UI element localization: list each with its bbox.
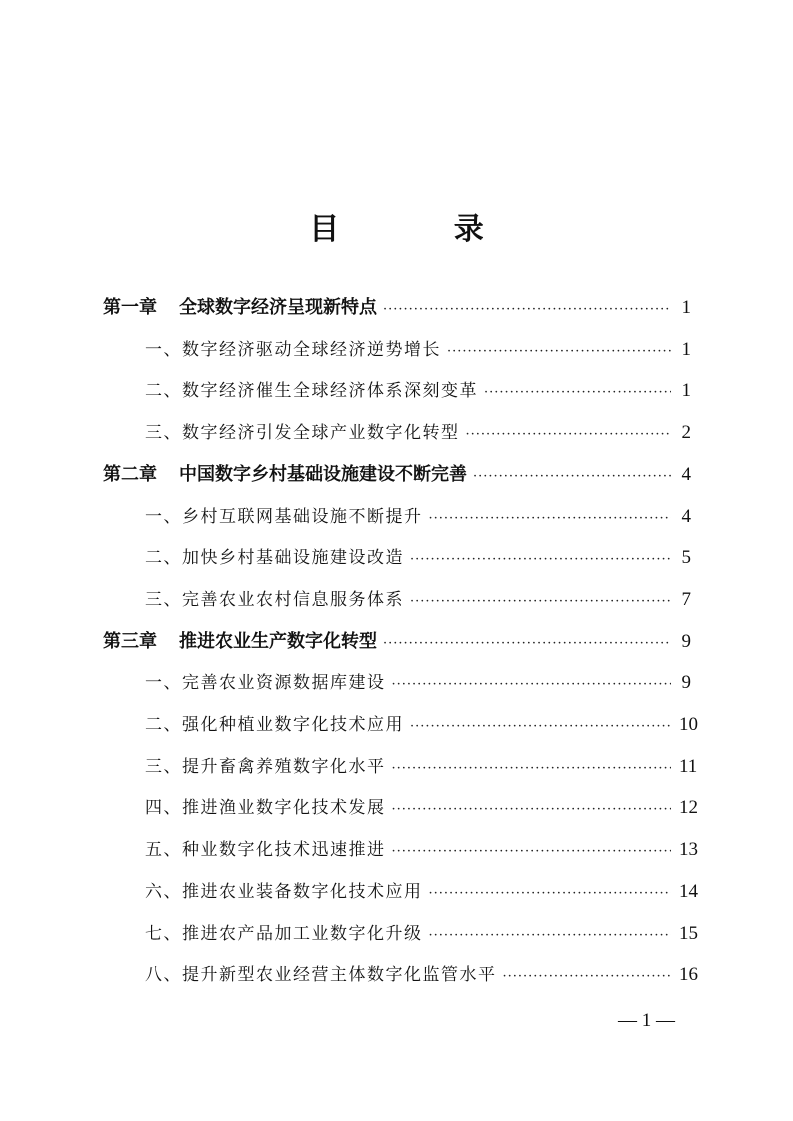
page-number: 4 — [681, 505, 691, 527]
toc-section-entry[interactable] — [145, 710, 698, 740]
toc-section-entry[interactable] — [145, 543, 691, 573]
toc-section-entry[interactable] — [145, 877, 698, 907]
page-number: 16 — [679, 964, 698, 986]
entry-title: 二、强化种植业数字化技术应用 — [145, 715, 404, 735]
entry-title: 三、完善农业农村信息服务体系 — [145, 589, 404, 610]
page-number: 7 — [681, 588, 691, 610]
page-number: 15 — [679, 922, 698, 944]
page-number: 13 — [679, 839, 698, 861]
toc-section-entry[interactable] — [145, 835, 698, 865]
page-number: 4 — [681, 463, 691, 485]
entry-title: 七、推进农产品加工业数字化升级 — [145, 923, 423, 944]
page-footer: — 1 — — [618, 1010, 675, 1031]
page-number: 2 — [681, 422, 691, 444]
toc-section-entry[interactable] — [145, 919, 698, 949]
toc-section-entry[interactable] — [145, 502, 691, 532]
entry-title: 四、推进渔业数字化技术发展 — [145, 798, 386, 819]
entry-title: 六、推进农业装备数字化技术应用 — [145, 881, 423, 902]
dot-leader — [383, 636, 671, 651]
dot-leader — [392, 761, 672, 776]
toc-section-entry[interactable] — [145, 585, 691, 615]
toc-section-entry[interactable] — [145, 335, 691, 365]
dot-leader — [410, 719, 671, 734]
dot-leader — [466, 427, 672, 442]
page-number: 10 — [679, 714, 698, 735]
toc-chapter-entry[interactable] — [103, 627, 691, 657]
entry-title: 一、乡村互联网基础设施不断提升 — [145, 506, 423, 527]
page-number: 9 — [681, 630, 691, 652]
entry-title: 八、提升新型农业经营主体数字化监管水平 — [145, 965, 497, 986]
dot-leader — [383, 302, 671, 317]
entry-title: 五、种业数字化技术迅速推进 — [145, 840, 386, 861]
entry-title: 三、提升畜禽养殖数字化水平 — [145, 756, 386, 777]
entry-title: 中国数字乡村基础设施建设不断完善 — [179, 463, 467, 485]
dot-leader — [447, 344, 671, 359]
page-number: 1 — [681, 338, 691, 360]
dot-leader — [503, 969, 672, 984]
entry-title: 一、完善农业资源数据库建设 — [145, 673, 386, 694]
page-number: 1 — [681, 380, 691, 402]
toc-title: 目 录 — [309, 212, 536, 247]
chapter-number: 第二章 — [103, 463, 157, 485]
page-number: 11 — [679, 755, 698, 777]
dot-leader — [484, 385, 671, 400]
chapter-number: 第一章 — [103, 297, 157, 318]
entry-title: 一、数字经济驱动全球经济逆势增长 — [145, 339, 441, 360]
dot-leader — [473, 469, 671, 484]
toc-section-entry[interactable] — [145, 960, 698, 990]
toc-chapter-entry[interactable] — [103, 293, 691, 323]
toc-section-entry[interactable] — [145, 376, 691, 406]
dot-leader — [429, 928, 672, 943]
toc-section-entry[interactable] — [145, 668, 691, 698]
toc-section-entry[interactable] — [145, 793, 698, 823]
entry-title: 推进农业生产数字化转型 — [179, 630, 377, 652]
page-number: 5 — [681, 547, 691, 569]
dot-leader — [429, 886, 672, 901]
page-number: 12 — [679, 797, 698, 819]
page-number: 1 — [681, 297, 691, 318]
entry-title: 二、加快乡村基础设施建设改造 — [145, 548, 404, 569]
dot-leader — [410, 552, 671, 567]
entry-title: 全球数字经济呈现新特点 — [179, 297, 377, 318]
page-number: 9 — [681, 672, 691, 694]
dot-leader — [392, 844, 672, 859]
page-number: 14 — [679, 880, 698, 902]
dot-leader — [392, 802, 672, 817]
toc-section-entry[interactable] — [145, 752, 698, 782]
dot-leader — [392, 677, 672, 692]
entry-title: 三、数字经济引发全球产业数字化转型 — [145, 423, 460, 444]
toc-chapter-entry[interactable] — [103, 460, 691, 490]
toc-section-entry[interactable] — [145, 418, 691, 448]
chapter-number: 第三章 — [103, 630, 157, 652]
dot-leader — [429, 511, 672, 526]
entry-title: 二、数字经济催生全球经济体系深刻变革 — [145, 381, 478, 402]
dot-leader — [410, 594, 671, 609]
